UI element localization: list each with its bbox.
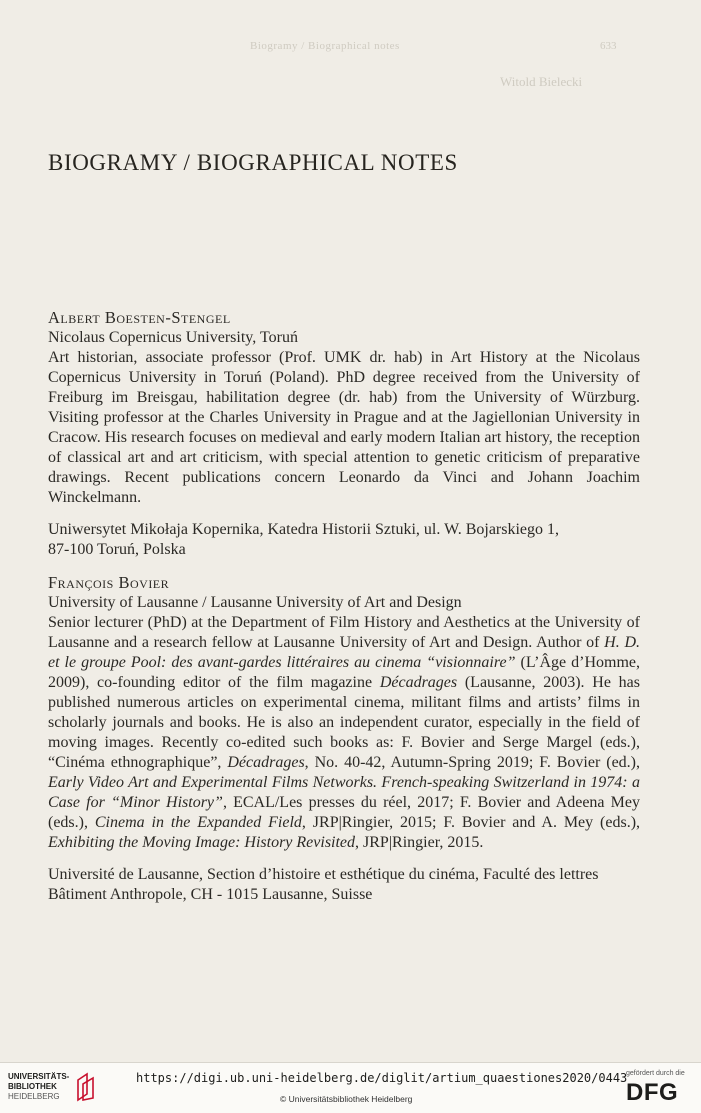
viewer-footer (0, 1062, 701, 1113)
book-title: Exhibiting the Moving Image: History Revisited (48, 834, 356, 851)
page-number-bleedthrough: 633 (600, 40, 617, 52)
permalink-url[interactable]: https://digi.ub.uni-heidelberg.de/diglit/artium_quaestiones2020/0443 (136, 1071, 628, 1085)
bio-text: , No. 40-42, Autumn-Spring 2019; F. Bovier (ed.), (304, 754, 640, 771)
logo-text: HEIDELBERG (8, 1092, 60, 1101)
author-bio (48, 613, 640, 853)
library-logo[interactable] (8, 1072, 69, 1102)
library-emblem-icon (75, 1072, 97, 1102)
running-header-bleedthrough: Biogramy / Biographical notes (250, 40, 400, 52)
address-line: Uniwersytet Mikołaja Kopernika, Katedra Historii Sztuki, ul. W. Bojarskiego 1, (48, 521, 560, 538)
bio-text: (L’Âge d’Homme, 2009), co-founding editor of the film magazine (48, 654, 641, 691)
author-name: François Bovier (48, 573, 170, 592)
page-title: BIOGRAMY / BIOGRAPHICAL NOTES (48, 150, 458, 175)
bio-text: (Lausanne, 2003). He has published numerous articles on experimental cinema, militant films and artists’ films in scholarly journals and books. He is also an independent curator, especially in the field of moving images. Recently co-edited such books as: F. Bovier and Serge Margel (eds.), “Cinéma ethnographique”, (48, 674, 640, 771)
magazine-title: Décadrages (379, 674, 458, 691)
author-affiliation: University of Lausanne / Lausanne University of Art and Design (48, 594, 462, 611)
book-title: Early Video Art and Experimental Films Networks. French-speaking Switzerland in 1974: a Case for “Minor History” (48, 774, 640, 811)
copyright-notice: © Universitätsbibliothek Heidelberg (280, 1094, 413, 1104)
bio-text: , JRP|Ringier, 2015; F. Bovier and A. Mey (eds.), (301, 814, 641, 831)
biography-entry (48, 573, 640, 905)
author-name: Albert Boesten-Stengel (48, 308, 231, 327)
address-line: Université de Lausanne, Section d’histoire et esthétique du cinéma, Faculté des lettres (48, 866, 599, 883)
author-address (48, 520, 640, 560)
logo-text: BIBLIOTHEK (8, 1082, 57, 1091)
author-bio: Art historian, associate professor (Prof. UMK dr. hab) in Art History at the Nicolaus Copernicus University in Toruń (Poland). PhD degree received from the University of Freiburg im Breisgau, habilitation degree (dr. hab) from the University of Würzburg. Visiting professor at the Charles University in Prague and at the Jagiellonian University in Cracow. His research focuses on medieval and early modern Italian art history, the reception of classical art and art criticism, with special attention to genetic criticism of preparative drawings. Recent publications concern Leonardo da Vinci and Johann Joachim Winckelmann. (48, 349, 640, 506)
bio-text: Senior lecturer (PhD) at the Department of Film History and Aesthetics at the University of Lausanne and a research fellow at Lausanne University of Art and Design. Author of (48, 614, 640, 651)
logo-text: UNIVERSITÄTS- (8, 1072, 70, 1081)
dfg-logo[interactable]: DFG (626, 1079, 679, 1106)
author-affiliation: Nicolaus Copernicus University, Toruń (48, 329, 298, 346)
bio-text: , JRP|Ringier, 2015. (355, 834, 484, 851)
author-address (48, 865, 640, 905)
magazine-title: Décadrages (227, 754, 305, 771)
funding-caption: gefördert durch die (626, 1070, 685, 1077)
address-line: 87-100 Toruń, Polska (48, 541, 186, 558)
address-line: Bâtiment Anthropole, CH - 1015 Lausanne, Suisse (48, 886, 373, 903)
book-title: Cinema in the Expanded Field (94, 814, 302, 831)
book-title: H. D. et le groupe Pool: des avant-gardes littéraires au cinema “visionnaire” (48, 634, 641, 671)
bio-text: , ECAL/Les presses du réel, 2017; F. Bovier and Adeena Mey (eds.), (48, 794, 640, 831)
bleedthrough-text: Witold Bielecki (500, 74, 583, 89)
biography-entry (48, 308, 640, 560)
